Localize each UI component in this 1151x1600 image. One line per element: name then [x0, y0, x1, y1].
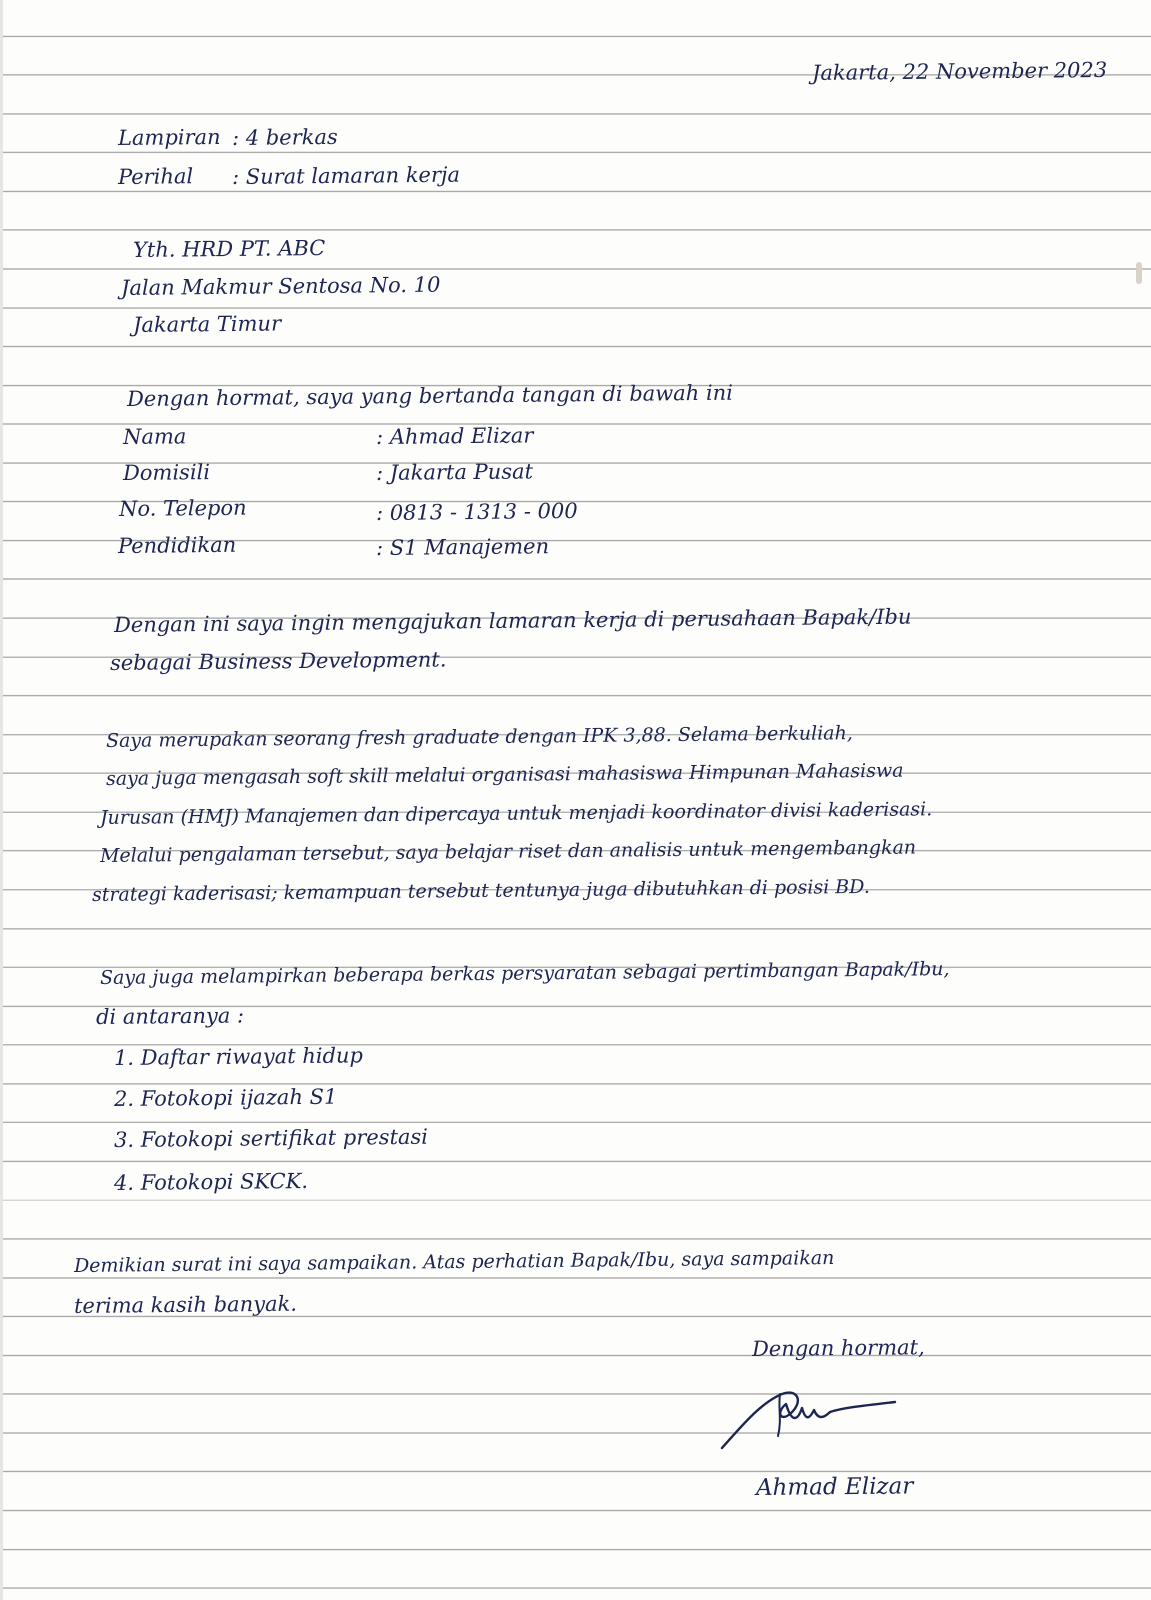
attachment-item: 4. Fotokopi SKCK. — [113, 1168, 309, 1195]
identity-label: Nama — [122, 424, 187, 449]
signature — [720, 1378, 900, 1468]
body-paragraph-line: Saya juga melampirkan beberapa berkas persyaratan sebagai pertimbangan Bapak/Ibu, — [99, 958, 950, 989]
identity-value: : S1 Manajemen — [375, 534, 550, 560]
identity-value: : Jakarta Pusat — [375, 459, 534, 485]
attachment-item: 1. Daftar riwayat hidup — [113, 1043, 364, 1070]
paper-stain — [1136, 262, 1142, 284]
recipient-line: Yth. HRD PT. ABC — [132, 235, 326, 262]
body-paragraph-line: sebagai Business Development. — [109, 647, 447, 675]
identity-value: : Ahmad Elizar — [375, 423, 534, 449]
signer-name: Ahmad Elizar — [755, 1473, 914, 1501]
body-paragraph-line: Dengan ini saya ingin mengajukan lamaran kerja di perusahaan Bapak/Ibu — [113, 604, 912, 637]
closing-line: Demikian surat ini saya sampaikan. Atas perhatian Bapak/Ibu, saya sampaikan — [73, 1247, 835, 1277]
lampiran-label: Lampiran — [117, 124, 221, 150]
attachment-item: 3. Fotokopi sertifikat prestasi — [113, 1124, 429, 1152]
identity-value: : 0813 - 1313 - 000 — [375, 498, 578, 525]
identity-label: Domisili — [122, 460, 211, 485]
perihal-label: Perihal — [117, 164, 194, 189]
recipient-line: Jalan Makmur Sentosa No. 10 — [120, 272, 441, 300]
body-paragraph-line: saya juga mengasah soft skill melalui organisasi mahasiswa Himpunan Mahasiswa — [105, 759, 904, 790]
lampiran-value: : 4 berkas — [231, 124, 338, 150]
body-paragraph-line: Saya merupakan seorang fresh graduate dengan IPK 3,88. Selama berkuliah, — [105, 722, 853, 752]
recipient-line: Jakarta Timur — [132, 311, 282, 337]
body-paragraph-line: Melalui pengalaman tersebut, saya belajar riset dan analisis untuk mengembangkan — [99, 836, 917, 867]
place-date: Jakarta, 22 November 2023 — [811, 57, 1108, 85]
body-paragraph-line: strategi kaderisasi; kemampuan tersebut tentunya juga dibutuhkan di posisi BD. — [91, 875, 870, 906]
body-paragraph-line: Jurusan (HMJ) Manajemen dan dipercaya untuk menjadi koordinator divisi kaderisasi. — [99, 798, 933, 829]
salutation: Dengan hormat, — [751, 1335, 925, 1361]
perihal-value: : Surat lamaran kerja — [231, 162, 461, 189]
body-paragraph-line: di antaranya : — [95, 1003, 245, 1029]
identity-label: No. Telepon — [118, 495, 247, 521]
paper-edge — [0, 0, 3, 1600]
attachment-item: 2. Fotokopi ijazah S1 — [113, 1084, 338, 1111]
identity-label: Pendidikan — [117, 532, 237, 558]
opening-line: Dengan hormat, saya yang bertanda tangan di bawah ini — [126, 380, 733, 411]
closing-line: terima kasih banyak. — [73, 1291, 298, 1318]
